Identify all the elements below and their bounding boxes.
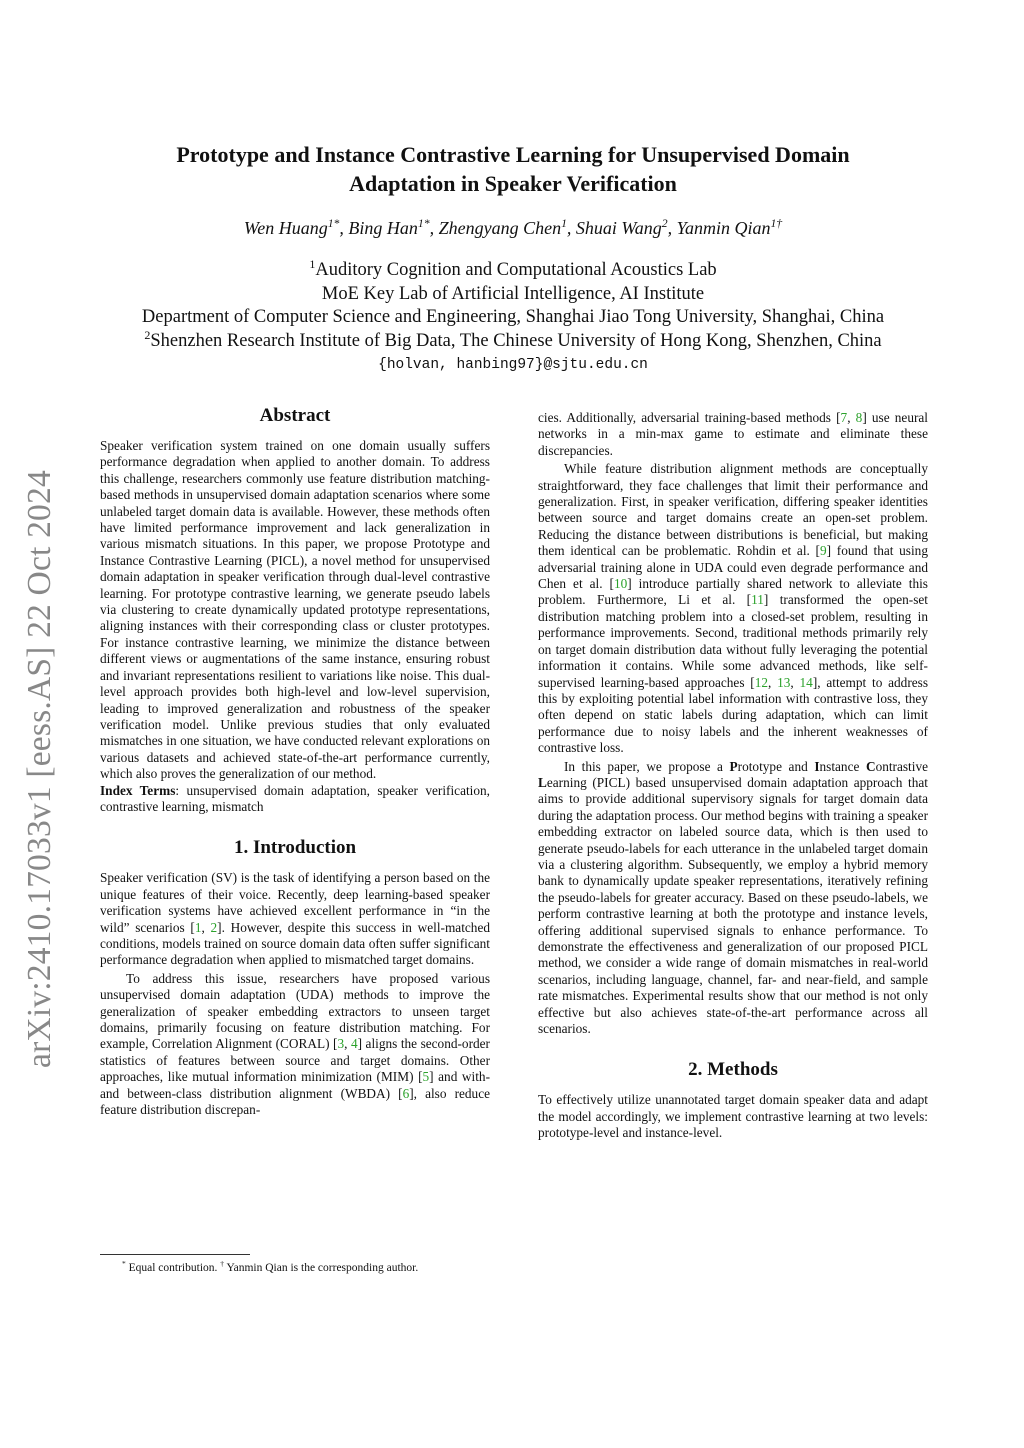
- citation-link[interactable]: 10: [613, 576, 628, 592]
- intro-paragraph-4: In this paper, we propose a Prototype and Instance Contrastive Learning (PICL) based unsupervised domain adaptation approach that aims to provide additional supervisory signals for target domain data during the adaptation process. Our method begins with training a speaker embedding extractor on labeled source data, which is then used to generate pseudo-labels for each utterance in the unlabeled target domain via a clustering algorithm. Subsequently, we employ a hybrid memory bank to dynamically update speaker representations, iteratively refining the pseudo-labels for greater accuracy. Based on these pseudo-labels, we perform contrastive learning at both the prototype and instance levels, offering additional supervised signals to enhance performance. To demonstrate the effectiveness and generalization of our proposed PICL method, we consider a wide range of domain mismatches in real-world scenarios, including language, channel, far- and near-field, and sample rate mismatches. Experimental results show that our method is not only effective but also achieves state-of-the-art performance across all scenarios.: [538, 758, 928, 1037]
- citation-link[interactable]: 14: [799, 674, 813, 690]
- author-mark: 1*: [327, 217, 340, 230]
- index-terms-label: Index Terms: [100, 782, 176, 798]
- intro-paragraph-3: While feature distribution alignment methods are conceptually straightforward, they face challenges that limit their performance and generalization. First, in speaker verification, differing speaker identities between source and target domains create an open-set problem. Reducing the distance between distributions is beneficial, but making them identical can be problematic. Rohdin et al. [9] found that using adversarial training alone in UDA could even degrade performance and Chen et al. [10] introduce partially shared network to alleviate this problem. Furthermore, Li et al. [11] transformed the open-set distribution matching problem into a closed-set problem, resulting in performance improvements. Second, traditional methods primarily rely on target domain distribution data without fully leveraging the potential information it contains. While some advanced methods, like self-supervised learning-based approaches [12, 13, 14], attempt to address this by exploiting potential label information with contrastive loss, they often depend on static labels during adaptation, which can limit performance due to noisy labels and the inherent weaknesses of contrastive loss.: [538, 461, 929, 756]
- arxiv-sidebar-stamp: arXiv:2410.17033v1 [eess.AS] 22 Oct 2024: [21, 470, 58, 1068]
- citation-link[interactable]: 2: [210, 919, 218, 935]
- author-mark: 2: [661, 217, 668, 230]
- citation-link[interactable]: 13: [777, 674, 791, 690]
- author-name: Wen Huang: [243, 218, 328, 238]
- author-mark: 1: [561, 217, 567, 230]
- affil-line: Shenzhen Research Institute of Big Data, The Chinese University of Hong Kong, Shenzhen, China: [150, 330, 882, 351]
- paper-title: [100, 140, 926, 198]
- left-column: [100, 404, 490, 1118]
- affil-line: MoE Key Lab of Artificial Intelligence, AI Institute: [321, 283, 705, 304]
- citation-link[interactable]: 1: [194, 919, 202, 935]
- title-line-1: Prototype and Instance Contrastive Learning for Unsupervised Domain: [176, 142, 850, 167]
- right-column: [538, 410, 928, 1142]
- author-email: {holvan, hanbing97}@sjtu.edu.cn: [378, 357, 648, 373]
- citation-link[interactable]: 9: [819, 543, 827, 559]
- section-heading-introduction: 1. Introduction: [233, 837, 357, 859]
- index-terms: [100, 783, 490, 816]
- author-list: Wen Huang$^{1*}$, Bing Han$^{1*}$, Zhengyang Chen$^1$, Shuai Wang$^2$, Yanmin Qian$^{1\dagger}$: [243, 217, 783, 238]
- citation-link[interactable]: 11: [751, 592, 764, 608]
- citation-link[interactable]: 6: [402, 1085, 410, 1101]
- affil-mark: 1: [309, 256, 316, 271]
- footnote-rule: [100, 1254, 250, 1255]
- citation-link[interactable]: 12: [754, 674, 768, 690]
- intro-paragraph-1: Speaker verification (SV) is the task of identifying a person based on the unique features of their voice. Recently, deep learning-based speaker verification systems have achieved excellent performance in “in the wild” scenarios [1, 2]. However, despite this success in well-matched conditions, models trained on source domain data often suffer significant performance degradation when applied to mismatched target domains.: [100, 870, 491, 968]
- footnote: * Equal contribution. † Yanmin Qian is the corresponding author.: [122, 1259, 419, 1274]
- author-name: Shuai Wang: [575, 218, 662, 238]
- author-name: Yanmin Qian: [676, 218, 771, 238]
- author-mark: 1†: [770, 217, 783, 230]
- author-name: Bing Han: [348, 218, 418, 238]
- citation-link[interactable]: 7: [840, 410, 848, 425]
- author-mark: 1*: [417, 217, 430, 230]
- title-line-2: Adaptation in Speaker Verification: [349, 171, 677, 196]
- citation-link[interactable]: 5: [422, 1069, 430, 1085]
- author-name: Zhengyang Chen: [438, 218, 562, 238]
- methods-paragraph-1: To effectively utilize unannotated target domain speaker data and adapt the model accordingly, we implement contrastive learning at two levels: prototype-level and instance-level.: [538, 1092, 928, 1141]
- abstract-text: Speaker verification system trained on one domain usually suffers performance degradation when applied to another domain. To address this challenge, researchers commonly use feature distribution matching-based methods in unsupervised domain adaptation scenarios where some unlabeled target domain data is available. However, these methods often have limited performance improvement and lack generalization in various mismatch situations. In this paper, we propose Prototype and Instance Contrastive Learning (PICL), a novel method for unsupervised domain adaptation in speaker verification through dual-level contrastive learning. For prototype contrastive learning, we generate pseudo labels via clustering to create dynamically updated prototype representations, aligning instances with their corresponding class or cluster prototypes. For instance contrastive learning, we minimize the distance between different views or augmentations of the same instance, ensuring robust and invariant representations resilient to variations like noise. This dual-level approach provides both high-level and low-level supervision, leading to improved generalization and robustness of the speaker verification model. Unlike previous studies that only evaluated mismatches in one situation, we have conducted relevant explorations on various datasets and achieved state-of-the-art performance currently, which also proves the generalization of our method.: [100, 438, 490, 782]
- affil-line: Department of Computer Science and Engineering, Shanghai Jiao Tong University, Shanghai, China: [141, 307, 885, 327]
- intro-paragraph-2-cont: cies. Additionally, adversarial training-based methods [7, 8] use neural networks in a min-max game to estimate and eliminate these discrepancies.: [538, 410, 928, 458]
- affiliations: [90, 256, 936, 378]
- citation-link[interactable]: 4: [350, 1036, 358, 1052]
- citation-link[interactable]: 3: [337, 1036, 345, 1052]
- abstract-heading: Abstract: [259, 405, 331, 426]
- affil-mark: 2: [144, 327, 151, 342]
- intro-paragraph-2: To address this issue, researchers have proposed various unsupervised domain adaptation (UDA) methods to improve the generalization of speaker embedding extractors to unseen target domains, primarily focusing on feature distribution matching. For example, Correlation Alignment (CORAL) [3, 4] aligns the second-order statistics of features between source and target domains. Other approaches, like mutual information minimization (MIM) [5] and with- and between-class distribution alignment (WBDA) [6], also reduce feature distribution discrepan-: [100, 970, 491, 1118]
- index-terms-text: : unsupervised domain adaptation, speaker verification, contrastive learning, mismatch: [100, 782, 490, 814]
- citation-link[interactable]: 8: [855, 410, 863, 425]
- affil-line: Auditory Cognition and Computational Acoustics Lab: [315, 260, 717, 280]
- section-heading-methods: 2. Methods: [688, 1059, 778, 1081]
